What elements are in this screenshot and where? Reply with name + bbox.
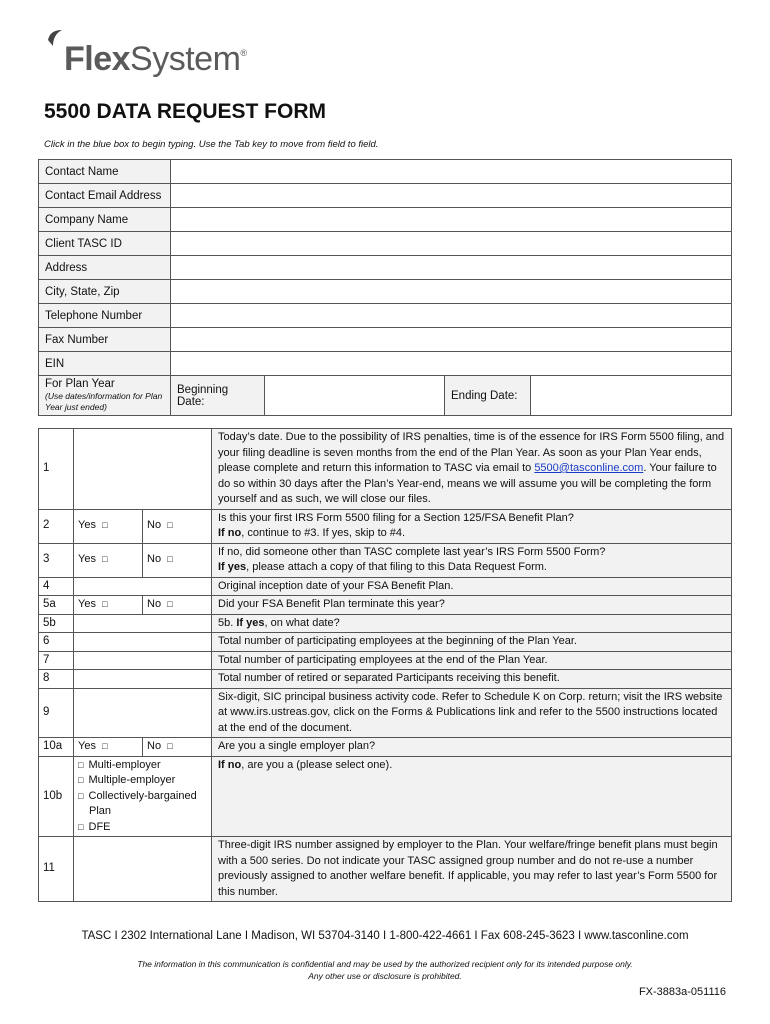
- question-row-11: [39, 837, 732, 902]
- contact-field-input[interactable]: [171, 232, 732, 256]
- question-number: 5b: [39, 614, 74, 633]
- question-row-2: [39, 509, 732, 543]
- question-text: Six-digit, SIC principal business activity code. Refer to Schedule K on Corp. return; visit the IRS website at www.irs.ustreas.gov, click on the Forms & Publications link and refer to the 5500 instructions located at the end of the document.: [212, 688, 732, 738]
- question-number: 2: [39, 509, 74, 543]
- question-number: 4: [39, 577, 74, 596]
- footer-confidentiality: The information in this communication is confidential and may be used by the authorized recipient only for its intended purpose only. Any other use or disclosure is prohibited.: [137, 959, 633, 981]
- question-text: If no, did someone other than TASC complete last year’s IRS Form 5500 Form? If yes, please attach a copy of that filing to this Data Request Form.: [212, 543, 732, 577]
- contact-row: [39, 208, 732, 232]
- contact-field-input[interactable]: [171, 352, 732, 376]
- question-number: 8: [39, 670, 74, 689]
- contact-field-label: Telephone Number: [39, 304, 171, 328]
- question-text: Original inception date of your FSA Benefit Plan.: [212, 577, 732, 596]
- question-text: 5b. If yes, on what date?: [212, 614, 732, 633]
- question-number: 11: [39, 837, 74, 902]
- yes-checkbox[interactable]: Yes □: [74, 543, 143, 577]
- instructions-text: Click in the blue box to begin typing. Use the Tab key to move from field to field.: [44, 139, 379, 150]
- question-number: 10b: [39, 756, 74, 837]
- answer-field[interactable]: [74, 614, 212, 633]
- contact-row: [39, 184, 732, 208]
- question-row-10a: [39, 738, 732, 757]
- questions-table: [38, 428, 732, 902]
- no-checkbox[interactable]: No □: [143, 543, 212, 577]
- question-text: Total number of participating employees at the beginning of the Plan Year.: [212, 633, 732, 652]
- question-text: Three-digit IRS number assigned by employer to the Plan. Your welfare/fringe benefit plans must begin with a 500 series. Do not indicate your TASC assigned group number and do not re-use a number previously assigned to another welfare benefit. If applicable, you may refer to last year’s Form 5500 for this number.: [212, 837, 732, 902]
- contact-field-label: Address: [39, 256, 171, 280]
- question-number: 9: [39, 688, 74, 738]
- question-row-8: [39, 670, 732, 689]
- yes-checkbox[interactable]: Yes □: [74, 509, 143, 543]
- option-multiple-employer[interactable]: □ Multiple-employer: [78, 774, 176, 786]
- contact-field-input[interactable]: [171, 304, 732, 328]
- question-number: 1: [39, 429, 74, 510]
- question-row-4: [39, 577, 732, 596]
- question-number: 6: [39, 633, 74, 652]
- flexsystem-logo: [44, 26, 264, 82]
- plan-year-row: [39, 376, 732, 416]
- answer-field[interactable]: [74, 837, 212, 902]
- question-text: If no, are you a (please select one).: [212, 756, 732, 837]
- plan-year-sublabel: (Use dates/information for Plan Year just ended): [45, 391, 163, 412]
- contact-field-label: Fax Number: [39, 328, 171, 352]
- question-number: 7: [39, 651, 74, 670]
- contact-field-input[interactable]: [171, 184, 732, 208]
- contact-field-label: EIN: [39, 352, 171, 376]
- contact-row: [39, 352, 732, 376]
- answer-field[interactable]: [74, 577, 212, 596]
- question-text: Today’s date. Due to the possibility of IRS penalties, time is of the essence for IRS Form 5500 filing, and your filing deadline is seven months from the end of the Plan Year. As soon as your Plan Year ends, please complete and return this information to TASC via email to 5500@tasconline.com. Your failure to do so within 30 days after the Plan’s Year-end, means we will assume you will be completing the form yourself and as such, we will close our files.: [212, 429, 732, 510]
- beginning-date-label: Beginning Date:: [171, 376, 265, 416]
- question-text: Total number of retired or separated Participants receiving this benefit.: [212, 670, 732, 689]
- logo-wordmark: FlexSystem®: [64, 40, 247, 78]
- no-checkbox[interactable]: No □: [143, 509, 212, 543]
- email-link[interactable]: 5500@tasconline.com: [534, 462, 644, 474]
- yes-checkbox[interactable]: Yes □: [74, 596, 143, 615]
- option-collectively-bargained[interactable]: □ Collectively-bargained Plan: [78, 789, 197, 817]
- answer-field[interactable]: [74, 688, 212, 738]
- question-row-10b: [39, 756, 732, 837]
- contact-row: [39, 160, 732, 184]
- answer-field[interactable]: [74, 670, 212, 689]
- contact-row: [39, 328, 732, 352]
- option-dfe[interactable]: □ DFE: [78, 820, 111, 833]
- contact-field-label: Client TASC ID: [39, 232, 171, 256]
- question-text: Did your FSA Benefit Plan terminate this year?: [212, 596, 732, 615]
- question-number: 10a: [39, 738, 74, 757]
- plan-year-label: For Plan Year (Use dates/information for Plan Year just ended): [39, 376, 171, 416]
- plan-type-options: [74, 756, 212, 837]
- contact-row: [39, 280, 732, 304]
- contact-row: [39, 256, 732, 280]
- beginning-date-field[interactable]: [265, 376, 445, 416]
- page-title: 5500 DATA REQUEST FORM: [44, 100, 326, 123]
- question-row-5b: [39, 614, 732, 633]
- contact-field-input[interactable]: [171, 208, 732, 232]
- no-checkbox[interactable]: No □: [143, 596, 212, 615]
- contact-field-input[interactable]: [171, 256, 732, 280]
- question-text: Is this your first IRS Form 5500 filing for a Section 125/FSA Benefit Plan? If no, continue to #3. If yes, skip to #4.: [212, 509, 732, 543]
- yes-checkbox[interactable]: Yes □: [74, 738, 143, 757]
- no-checkbox[interactable]: No □: [143, 738, 212, 757]
- question-row-9: [39, 688, 732, 738]
- footer-address: TASC I 2302 International Lane I Madison, WI 53704-3140 I 1-800-422-4661 I Fax 608-245-3623 I www.tasconline.com: [81, 930, 689, 942]
- contact-row: [39, 232, 732, 256]
- form-code: FX-3883a-051116: [638, 986, 726, 998]
- contact-field-label: Company Name: [39, 208, 171, 232]
- option-multi-employer[interactable]: □ Multi-employer: [78, 758, 161, 771]
- question-row-1: [39, 429, 732, 510]
- question-text: Total number of participating employees at the end of the Plan Year.: [212, 651, 732, 670]
- contact-field-input[interactable]: [171, 328, 732, 352]
- contact-field-input[interactable]: [171, 280, 732, 304]
- ending-date-label: Ending Date:: [445, 376, 531, 416]
- question-row-6: [39, 633, 732, 652]
- question-number: 3: [39, 543, 74, 577]
- contact-row: [39, 304, 732, 328]
- question-text: Are you a single employer plan?: [212, 738, 732, 757]
- answer-field[interactable]: [74, 429, 212, 510]
- contact-field-label: Contact Email Address: [39, 184, 171, 208]
- question-row-3: [39, 543, 732, 577]
- ending-date-field[interactable]: [531, 376, 732, 416]
- contact-field-label: Contact Name: [39, 160, 171, 184]
- answer-field[interactable]: [74, 651, 212, 670]
- question-row-7: [39, 651, 732, 670]
- question-number: 5a: [39, 596, 74, 615]
- logo-swoosh-icon: [44, 26, 66, 76]
- contact-info-table: [38, 159, 732, 416]
- contact-field-label: City, State, Zip: [39, 280, 171, 304]
- contact-field-input[interactable]: [171, 160, 732, 184]
- question-row-5a: [39, 596, 732, 615]
- answer-field[interactable]: [74, 633, 212, 652]
